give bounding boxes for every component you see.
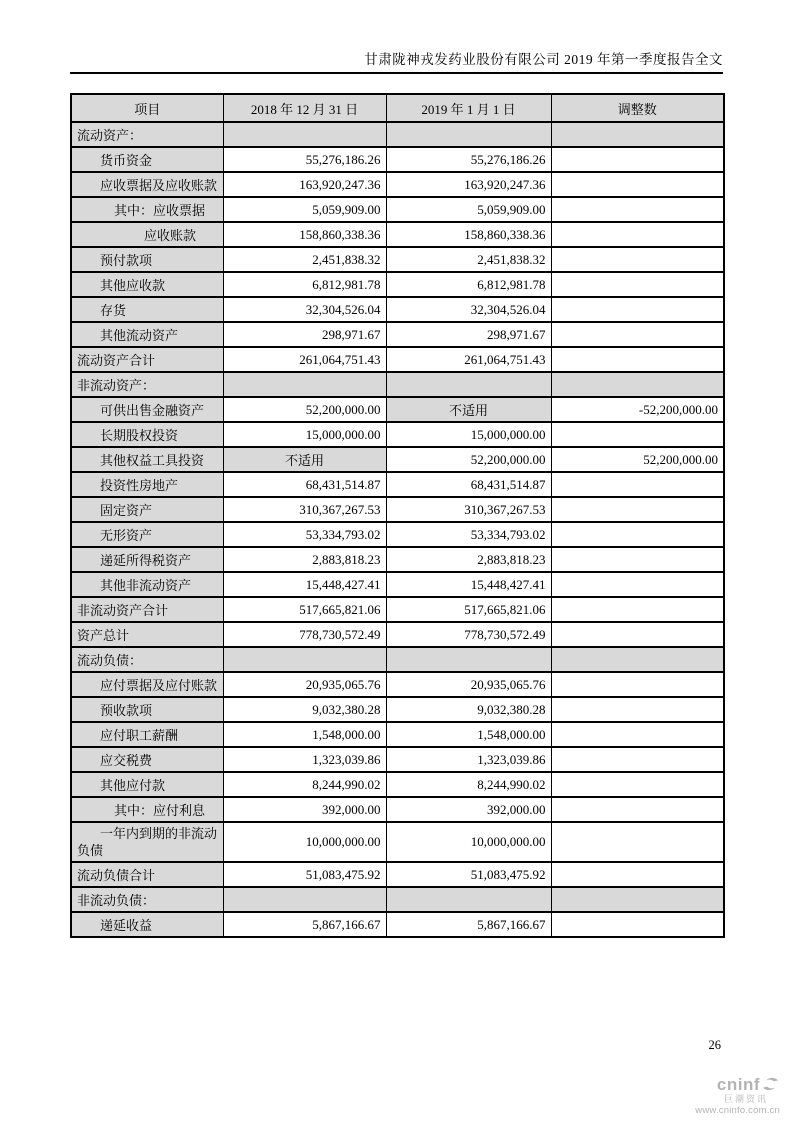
row-value bbox=[551, 422, 724, 447]
row-value: 53,334,793.02 bbox=[386, 522, 551, 547]
row-value: 6,812,981.78 bbox=[223, 272, 386, 297]
table-row bbox=[71, 572, 724, 597]
row-value: 8,244,990.02 bbox=[386, 772, 551, 797]
row-value: 778,730,572.49 bbox=[386, 622, 551, 647]
row-value bbox=[386, 372, 551, 397]
row-value: 158,860,338.36 bbox=[223, 222, 386, 247]
row-value: 310,367,267.53 bbox=[386, 497, 551, 522]
row-label: 存货 bbox=[71, 297, 223, 322]
row-value bbox=[551, 622, 724, 647]
row-value bbox=[551, 522, 724, 547]
row-value: 9,032,380.28 bbox=[386, 697, 551, 722]
table-row bbox=[71, 172, 724, 197]
row-value: 15,000,000.00 bbox=[223, 422, 386, 447]
row-value: 310,367,267.53 bbox=[223, 497, 386, 522]
row-value bbox=[551, 887, 724, 912]
table-row bbox=[71, 597, 724, 622]
row-value: 517,665,821.06 bbox=[386, 597, 551, 622]
row-value: 392,000.00 bbox=[386, 797, 551, 822]
balance-sheet-table bbox=[70, 93, 725, 938]
row-value: 55,276,186.26 bbox=[223, 147, 386, 172]
row-value: 6,812,981.78 bbox=[386, 272, 551, 297]
row-value: 5,867,166.67 bbox=[386, 912, 551, 937]
row-value: 32,304,526.04 bbox=[223, 297, 386, 322]
table-row bbox=[71, 622, 724, 647]
table-row bbox=[71, 887, 724, 912]
row-value bbox=[386, 887, 551, 912]
row-value bbox=[551, 472, 724, 497]
row-label: 递延所得税资产 bbox=[71, 547, 223, 572]
row-label: 资产总计 bbox=[71, 622, 223, 647]
table-row bbox=[71, 772, 724, 797]
row-value: 20,935,065.76 bbox=[386, 672, 551, 697]
row-label: 可供出售金融资产 bbox=[71, 397, 223, 422]
row-label: 应收票据及应收账款 bbox=[71, 172, 223, 197]
table-row bbox=[71, 522, 724, 547]
cninfo-swirl-icon bbox=[761, 1075, 780, 1093]
row-label: 非流动负债： bbox=[71, 887, 223, 912]
cninfo-logo-url: www.cninfo.com.cn bbox=[695, 1105, 780, 1116]
row-value: 15,448,427.41 bbox=[386, 572, 551, 597]
row-value: 32,304,526.04 bbox=[386, 297, 551, 322]
row-value: 55,276,186.26 bbox=[386, 147, 551, 172]
row-value: 68,431,514.87 bbox=[223, 472, 386, 497]
row-label: 递延收益 bbox=[71, 912, 223, 937]
row-value bbox=[386, 647, 551, 672]
row-value bbox=[386, 122, 551, 147]
row-value: 2,883,818.23 bbox=[386, 547, 551, 572]
row-value bbox=[551, 272, 724, 297]
row-value bbox=[551, 297, 724, 322]
cninfo-logo bbox=[684, 1075, 780, 1116]
row-label: 固定资产 bbox=[71, 497, 223, 522]
table-row bbox=[71, 497, 724, 522]
table-header-row bbox=[71, 94, 724, 122]
table-row bbox=[71, 347, 724, 372]
row-value bbox=[551, 722, 724, 747]
column-header-item: 项目 bbox=[71, 94, 223, 122]
row-label: 非流动资产合计 bbox=[71, 597, 223, 622]
row-label: 其中：应付利息 bbox=[71, 797, 223, 822]
row-value bbox=[551, 122, 724, 147]
row-value: 20,935,065.76 bbox=[223, 672, 386, 697]
row-label: 其他应收款 bbox=[71, 272, 223, 297]
table-row bbox=[71, 397, 724, 422]
row-value: 261,064,751.43 bbox=[386, 347, 551, 372]
table-row bbox=[71, 272, 724, 297]
row-value: 52,200,000.00 bbox=[386, 447, 551, 472]
table-row bbox=[71, 747, 724, 772]
row-value: 51,083,475.92 bbox=[223, 862, 386, 887]
table-row bbox=[71, 797, 724, 822]
row-value: 163,920,247.36 bbox=[223, 172, 386, 197]
cninfo-logo-chinese: 巨潮资讯 bbox=[723, 1094, 768, 1104]
table-row bbox=[71, 422, 724, 447]
row-value: 9,032,380.28 bbox=[223, 697, 386, 722]
row-value bbox=[551, 572, 724, 597]
row-value bbox=[551, 547, 724, 572]
row-value: 52,200,000.00 bbox=[223, 397, 386, 422]
row-value: 5,867,166.67 bbox=[223, 912, 386, 937]
table-row bbox=[71, 912, 724, 937]
row-value: 158,860,338.36 bbox=[386, 222, 551, 247]
table-row bbox=[71, 447, 724, 472]
row-value: 5,059,909.00 bbox=[223, 197, 386, 222]
balance-table-body bbox=[71, 122, 724, 937]
table-row bbox=[71, 147, 724, 172]
row-label: 其他权益工具投资 bbox=[71, 447, 223, 472]
column-header-2019-01-01: 2019 年 1 月 1 日 bbox=[386, 94, 551, 122]
row-value: 2,451,838.32 bbox=[223, 247, 386, 272]
table-row bbox=[71, 297, 724, 322]
table-row bbox=[71, 547, 724, 572]
row-value bbox=[551, 347, 724, 372]
table-row bbox=[71, 647, 724, 672]
column-header-2018-12-31: 2018 年 12 月 31 日 bbox=[223, 94, 386, 122]
row-value bbox=[551, 147, 724, 172]
row-value: 298,971.67 bbox=[223, 322, 386, 347]
row-value bbox=[551, 912, 724, 937]
row-value bbox=[551, 497, 724, 522]
row-value: 8,244,990.02 bbox=[223, 772, 386, 797]
row-label: 应付票据及应付账款 bbox=[71, 672, 223, 697]
row-value bbox=[551, 672, 724, 697]
row-value: 2,883,818.23 bbox=[223, 547, 386, 572]
row-label: 应收账款 bbox=[71, 222, 223, 247]
row-label: 投资性房地产 bbox=[71, 472, 223, 497]
row-value: 10,000,000.00 bbox=[386, 822, 551, 862]
row-value bbox=[551, 822, 724, 862]
row-value bbox=[223, 647, 386, 672]
row-value: 10,000,000.00 bbox=[223, 822, 386, 862]
row-value: 1,323,039.86 bbox=[386, 747, 551, 772]
row-value bbox=[551, 647, 724, 672]
row-value: 298,971.67 bbox=[386, 322, 551, 347]
header-rule bbox=[70, 72, 723, 74]
document-header-title: 甘肃陇神戎发药业股份有限公司 2019 年第一季度报告全文 bbox=[364, 52, 723, 67]
row-value bbox=[551, 797, 724, 822]
row-value: 1,548,000.00 bbox=[386, 722, 551, 747]
row-value: 15,448,427.41 bbox=[223, 572, 386, 597]
row-label: 流动负债合计 bbox=[71, 862, 223, 887]
row-label: 长期股权投资 bbox=[71, 422, 223, 447]
table-row bbox=[71, 322, 724, 347]
cninfo-logo-row bbox=[684, 1075, 780, 1093]
row-label: 一年内到期的非流动负债 bbox=[71, 822, 223, 862]
row-value: 52,200,000.00 bbox=[551, 447, 724, 472]
row-label: 其中：应收票据 bbox=[71, 197, 223, 222]
row-value: 2,451,838.32 bbox=[386, 247, 551, 272]
row-value bbox=[551, 597, 724, 622]
table-row bbox=[71, 372, 724, 397]
row-value: 不适用 bbox=[386, 397, 551, 422]
table-row bbox=[71, 222, 724, 247]
row-value: 不适用 bbox=[223, 447, 386, 472]
table-row bbox=[71, 722, 724, 747]
row-value: 15,000,000.00 bbox=[386, 422, 551, 447]
row-value: 51,083,475.92 bbox=[386, 862, 551, 887]
row-value bbox=[551, 372, 724, 397]
row-label: 流动资产： bbox=[71, 122, 223, 147]
cninfo-logo-text: cninf bbox=[716, 1074, 760, 1094]
table-row bbox=[71, 472, 724, 497]
row-value: 392,000.00 bbox=[223, 797, 386, 822]
row-value: 261,064,751.43 bbox=[223, 347, 386, 372]
row-label: 预付款项 bbox=[71, 247, 223, 272]
table-row bbox=[71, 247, 724, 272]
row-value bbox=[223, 887, 386, 912]
row-value: -52,200,000.00 bbox=[551, 397, 724, 422]
row-label: 无形资产 bbox=[71, 522, 223, 547]
page-number: 26 bbox=[708, 1038, 721, 1052]
row-value: 1,323,039.86 bbox=[223, 747, 386, 772]
row-value: 1,548,000.00 bbox=[223, 722, 386, 747]
row-value: 778,730,572.49 bbox=[223, 622, 386, 647]
row-label: 应付职工薪酬 bbox=[71, 722, 223, 747]
row-label: 应交税费 bbox=[71, 747, 223, 772]
row-value bbox=[551, 862, 724, 887]
row-value bbox=[223, 122, 386, 147]
row-label: 流动负债： bbox=[71, 647, 223, 672]
row-value bbox=[551, 697, 724, 722]
table-row bbox=[71, 697, 724, 722]
row-value: 5,059,909.00 bbox=[386, 197, 551, 222]
row-value bbox=[551, 197, 724, 222]
row-value: 68,431,514.87 bbox=[386, 472, 551, 497]
table-row bbox=[71, 862, 724, 887]
row-value: 53,334,793.02 bbox=[223, 522, 386, 547]
row-value bbox=[551, 247, 724, 272]
row-label: 其他流动资产 bbox=[71, 322, 223, 347]
row-label: 其他应付款 bbox=[71, 772, 223, 797]
table-row bbox=[71, 822, 724, 862]
table-row bbox=[71, 122, 724, 147]
row-value bbox=[551, 322, 724, 347]
row-label: 货币资金 bbox=[71, 147, 223, 172]
column-header-adjustment: 调整数 bbox=[551, 94, 724, 122]
table-row bbox=[71, 197, 724, 222]
row-label: 预收款项 bbox=[71, 697, 223, 722]
row-value: 517,665,821.06 bbox=[223, 597, 386, 622]
table-row bbox=[71, 672, 724, 697]
row-label: 流动资产合计 bbox=[71, 347, 223, 372]
row-value: 163,920,247.36 bbox=[386, 172, 551, 197]
row-value bbox=[551, 222, 724, 247]
row-label: 非流动资产： bbox=[71, 372, 223, 397]
row-value bbox=[223, 372, 386, 397]
row-value bbox=[551, 172, 724, 197]
row-value bbox=[551, 772, 724, 797]
row-label: 其他非流动资产 bbox=[71, 572, 223, 597]
row-value bbox=[551, 747, 724, 772]
